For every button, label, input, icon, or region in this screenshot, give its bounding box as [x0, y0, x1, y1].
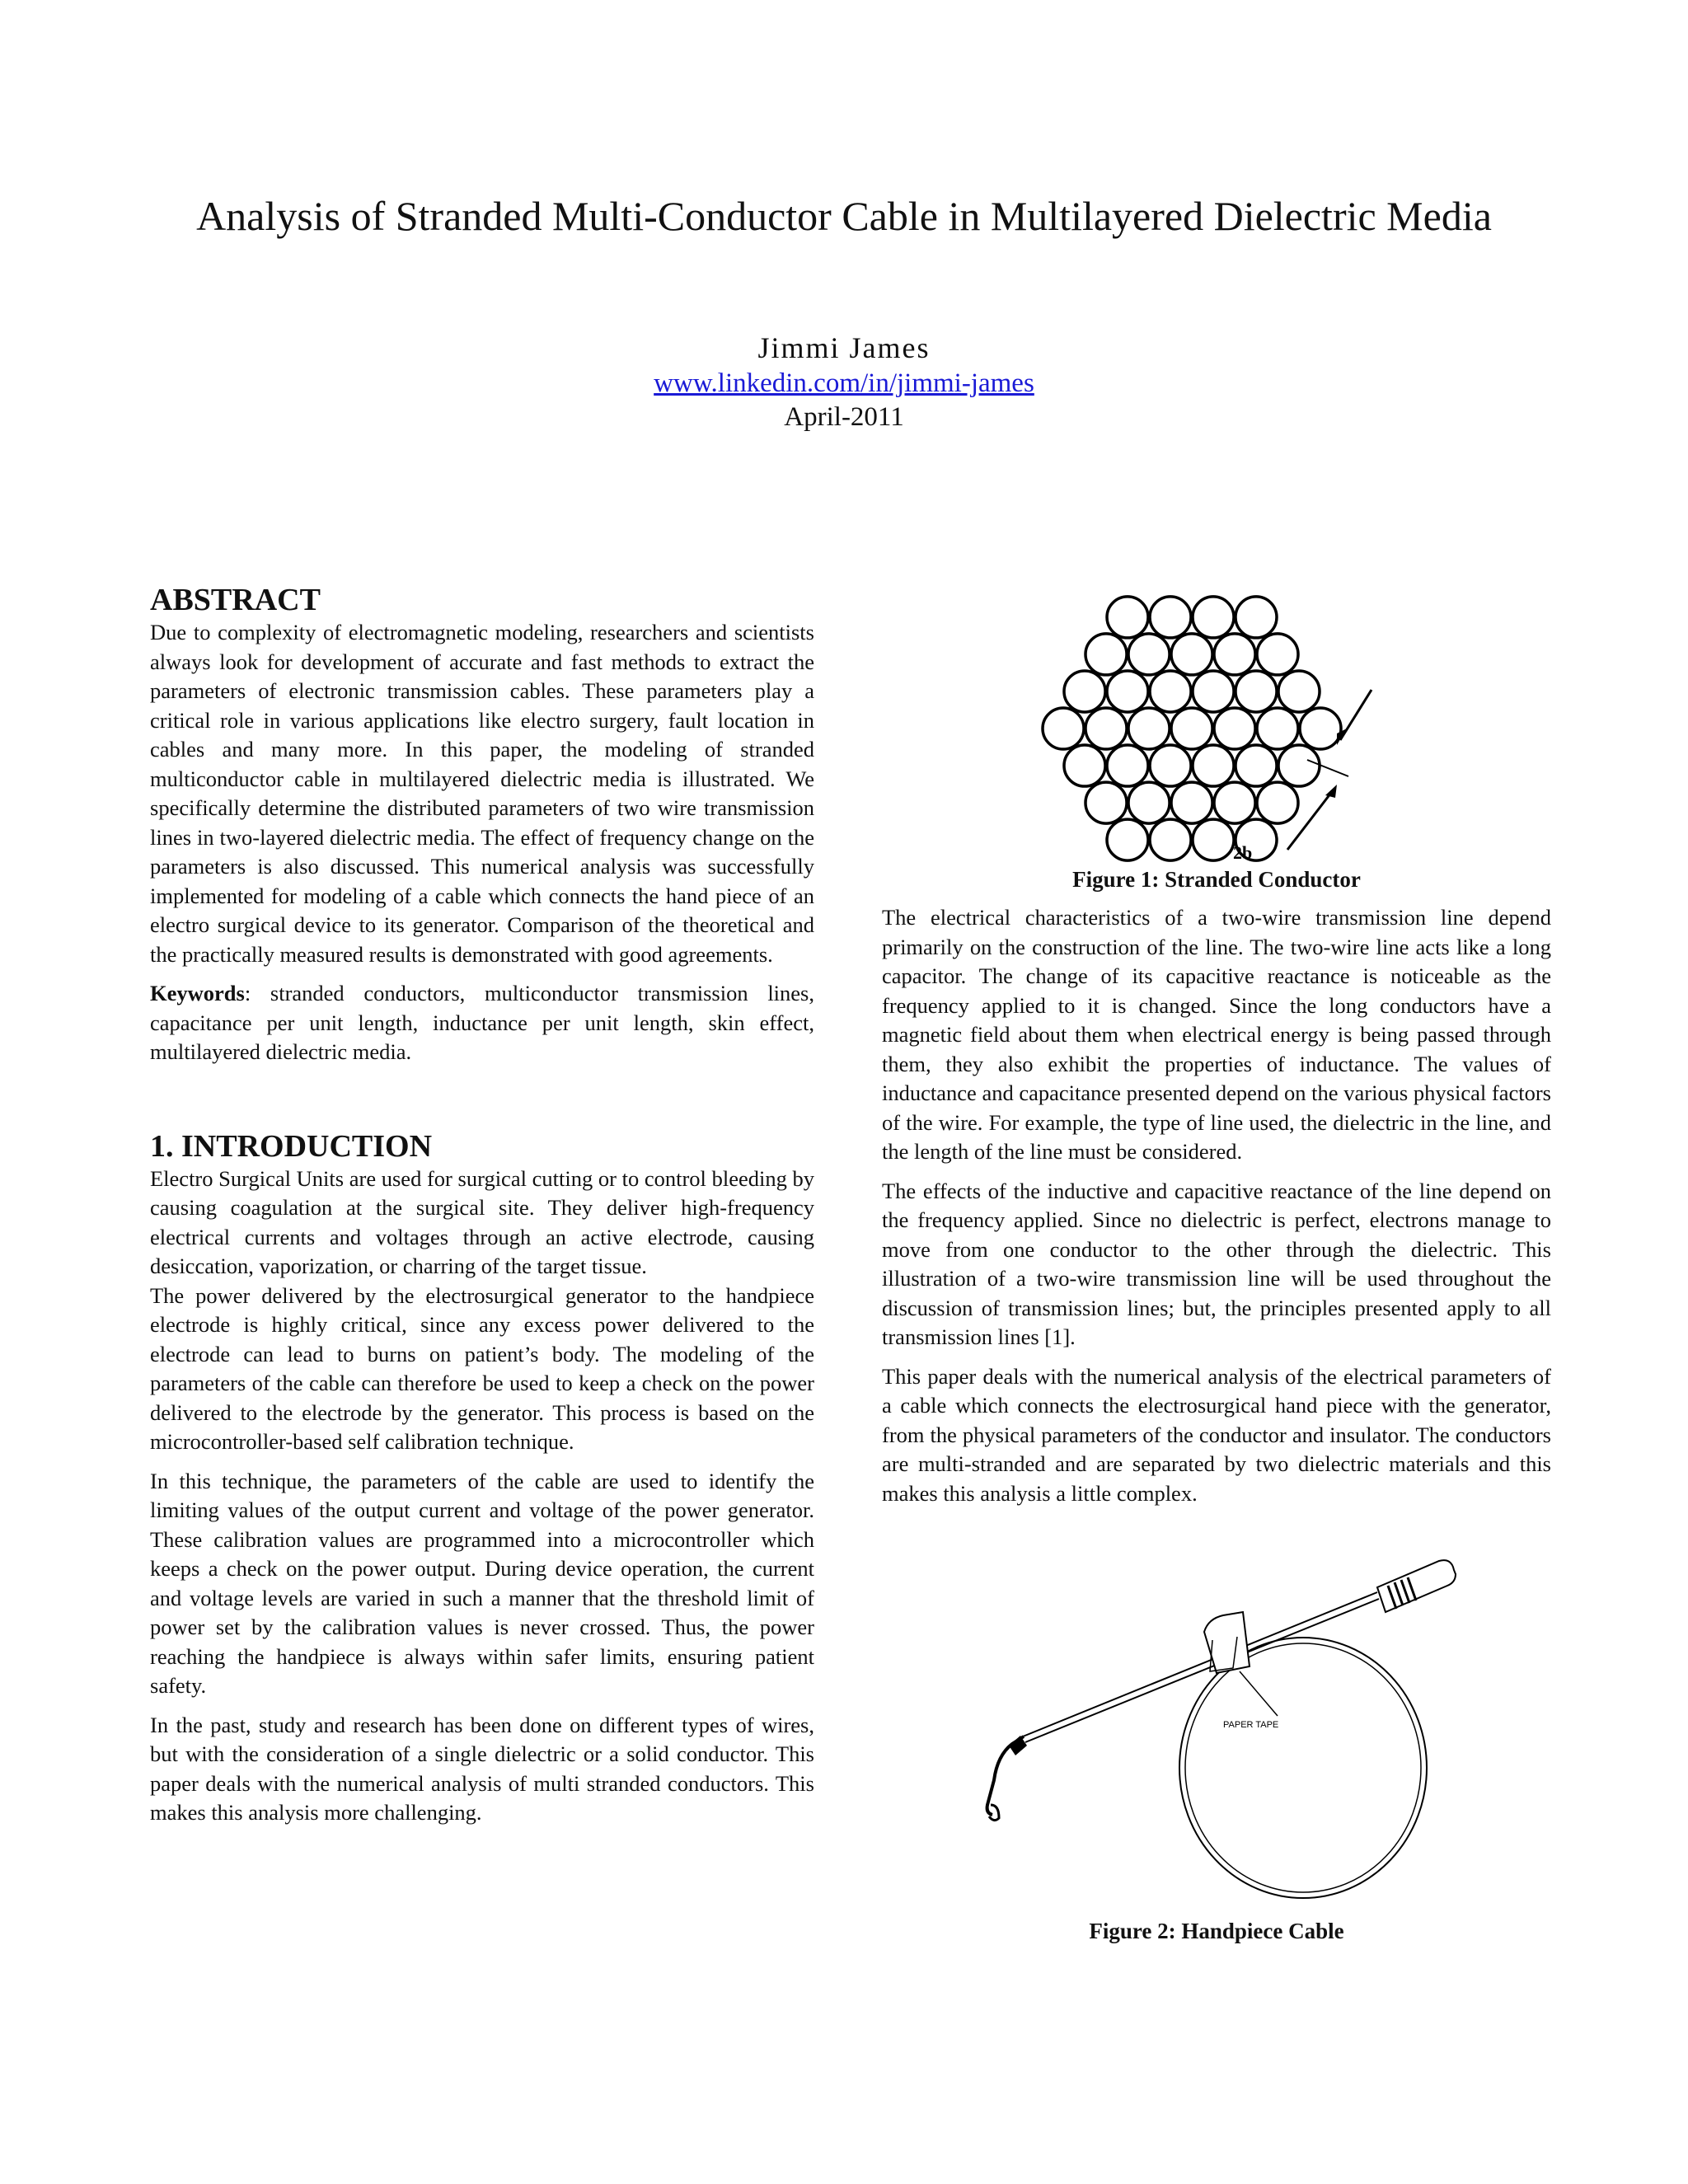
- strand-circle: [1257, 634, 1298, 675]
- figure2-tape-label: PAPER TAPE: [1223, 1720, 1279, 1730]
- strand-circle: [1085, 634, 1127, 675]
- dimension-arrow-upper: [1340, 690, 1372, 740]
- publication-date: April-2011: [784, 402, 904, 433]
- strand-circle: [1257, 782, 1298, 823]
- keywords: [150, 979, 814, 1067]
- keywords-text: : stranded conductors, multiconductor transmission lines, capacitance per unit length, inductance per unit length, skin effect, multilayered dielectric media.: [150, 981, 814, 1064]
- intro-paragraph: In the past, study and research has been done on different types of wires, but with the consideration of a single dielectric or a solid conductor. This paper deals with the numerical analysis of multi stranded conductors. This makes this analysis more challenging.: [150, 1712, 814, 1825]
- strand-circle: [1150, 745, 1191, 786]
- figure1-caption: Figure 1: Stranded Conductor: [1072, 867, 1361, 892]
- strand-circle: [1107, 819, 1148, 860]
- strand-circle: [1085, 708, 1127, 749]
- author-name: Jimmi James: [757, 331, 931, 364]
- introduction-heading: 1. INTRODUCTION: [150, 1128, 433, 1164]
- body-paragraph: The effects of the inductive and capacitive reactance of the line depend on the frequency applied. Since no dielectric is perfect, electrons manage to move from one conductor to the other through the dielectric. This illustration of a two-wire transmission line will be used throughout the discussion of transmission lines; but, the principles presented apply to all transmission lines [1].: [882, 1178, 1551, 1349]
- strand-circle: [1085, 782, 1127, 823]
- keywords-label: Keywords: [150, 981, 245, 1005]
- strand-circle: [1128, 782, 1170, 823]
- right-column: [882, 582, 1551, 1945]
- left-column: [150, 582, 814, 1828]
- author-link[interactable]: www.linkedin.com/in/jimmi-james: [654, 368, 1034, 398]
- abstract-heading: ABSTRACT: [150, 583, 321, 617]
- arrowhead-lower: [1325, 785, 1337, 798]
- strand-circle: [1128, 708, 1170, 749]
- abstract-text: Due to complexity of electromagnetic modeling, researchers and scientists always look for development of accurate and fast methods to extract the parameters of electronic transmission cables. These parameters play a critical role in various applications like electro surgery, fault location in cables and many more. In this paper, the modeling of stranded multiconductor cable in multilayered dielectric media is illustrated. We specifically determine the distributed parameters of two wire transmission lines in two-layered dielectric media. The effect of frequency change on the parameters is also discussed. This numerical analysis was successfully implemented for modeling of a cable which connects the hand piece of an electro surgical device to its generator. Comparison of the theoretical and the practically measured results is demonstrated with good agreements.: [150, 620, 814, 967]
- paper-tape: [1204, 1612, 1278, 1730]
- body-paragraph: This paper deals with the numerical analysis of the electrical parameters of a cable which connects the electrosurgical hand piece with the generator, from the physical parameters of the conductor and insulator. The conductors are multi-stranded and are separated by two dielectric materials and this makes this analysis a little complex.: [882, 1363, 1551, 1506]
- figure1-dimension-label: 2b: [1233, 842, 1253, 863]
- handle-grip: [1377, 1560, 1456, 1612]
- intro-paragraph: Electro Surgical Units are used for surgical cutting or to control bleeding by causing coagulation at the surgical site. They deliver high-frequency electrical currents and voltages through an active electrode, causing desiccation, vaporization, or charring of the target tissue.: [150, 1165, 814, 1278]
- conductor-strands: [1043, 597, 1341, 860]
- strand-circle: [1150, 819, 1191, 860]
- figure2-caption: Figure 2: Handpiece Cable: [1089, 1919, 1344, 1943]
- strand-circle: [1043, 708, 1084, 749]
- stranded-conductor-figure: [1010, 582, 1423, 864]
- strand-circle: [1150, 671, 1191, 712]
- strand-circle: [1064, 745, 1105, 786]
- strand-circle: [1300, 708, 1341, 749]
- intro-paragraph: The power delivered by the electrosurgical generator to the handpiece electrode is highly critical, since any excess power delivered to the electrode can lead to burns on patient’s body. The modeling of the parameters of the cable can therefore be used to keep a check on the power delivered to the electrode by the generator. This process is based on the microcontroller-based self calibration technique.: [150, 1282, 814, 1454]
- strand-circle: [1278, 745, 1320, 786]
- strand-circle: [1107, 745, 1148, 786]
- strand-circle: [1107, 671, 1148, 712]
- electrode-tip: [987, 1736, 1027, 1821]
- strand-circle: [1171, 782, 1212, 823]
- strand-circle: [1107, 597, 1148, 638]
- strand-circle: [1193, 597, 1234, 638]
- strand-circle: [1171, 634, 1212, 675]
- author-block: [0, 330, 1688, 435]
- strand-circle: [1214, 708, 1255, 749]
- strand-circle: [1150, 597, 1191, 638]
- paper-title: Analysis of Stranded Multi-Conductor Cable in Multilayered Dielectric Media: [196, 193, 1492, 239]
- strand-circle: [1214, 634, 1255, 675]
- strand-circle: [1193, 745, 1234, 786]
- strand-circle: [1193, 671, 1234, 712]
- strand-circle: [1064, 671, 1105, 712]
- strand-circle: [1171, 708, 1212, 749]
- intro-paragraph: In this technique, the parameters of the cable are used to identify the limiting values of the output current and voltage of the power generator. These calibration values are programmed into a microcontroller which keeps a check on the power output. During device operation, the current and voltage levels are varied in such a manner that the threshold limit of power set by the calibration values is never crossed. Thus, the power reaching the handpiece is always within safer limits, ensuring patient safety.: [150, 1468, 814, 1698]
- strand-circle: [1128, 634, 1170, 675]
- strand-circle: [1236, 671, 1277, 712]
- strand-circle: [1257, 708, 1298, 749]
- body-paragraph: The electrical characteristics of a two-wire transmission line depend primarily on the construction of the line. The two-wire line acts like a long capacitor. The change of its capacitive reactance is noticeable as the frequency applied to it is changed. Since the long conductors have a magnetic field about them when electrical energy is being passed through them, they also exhibit the properties of inductance. The values of inductance and capacitance presented depend on the various physical factors of the wire. For example, the type of line used, the dielectric in the line, and the length of the line must be considered.: [882, 905, 1551, 1164]
- strand-circle: [1193, 819, 1234, 860]
- handpiece-cable-figure: [961, 1533, 1472, 1912]
- strand-circle: [1236, 597, 1277, 638]
- strand-circle: [1236, 745, 1277, 786]
- strand-circle: [1214, 782, 1255, 823]
- strand-circle: [1278, 671, 1320, 712]
